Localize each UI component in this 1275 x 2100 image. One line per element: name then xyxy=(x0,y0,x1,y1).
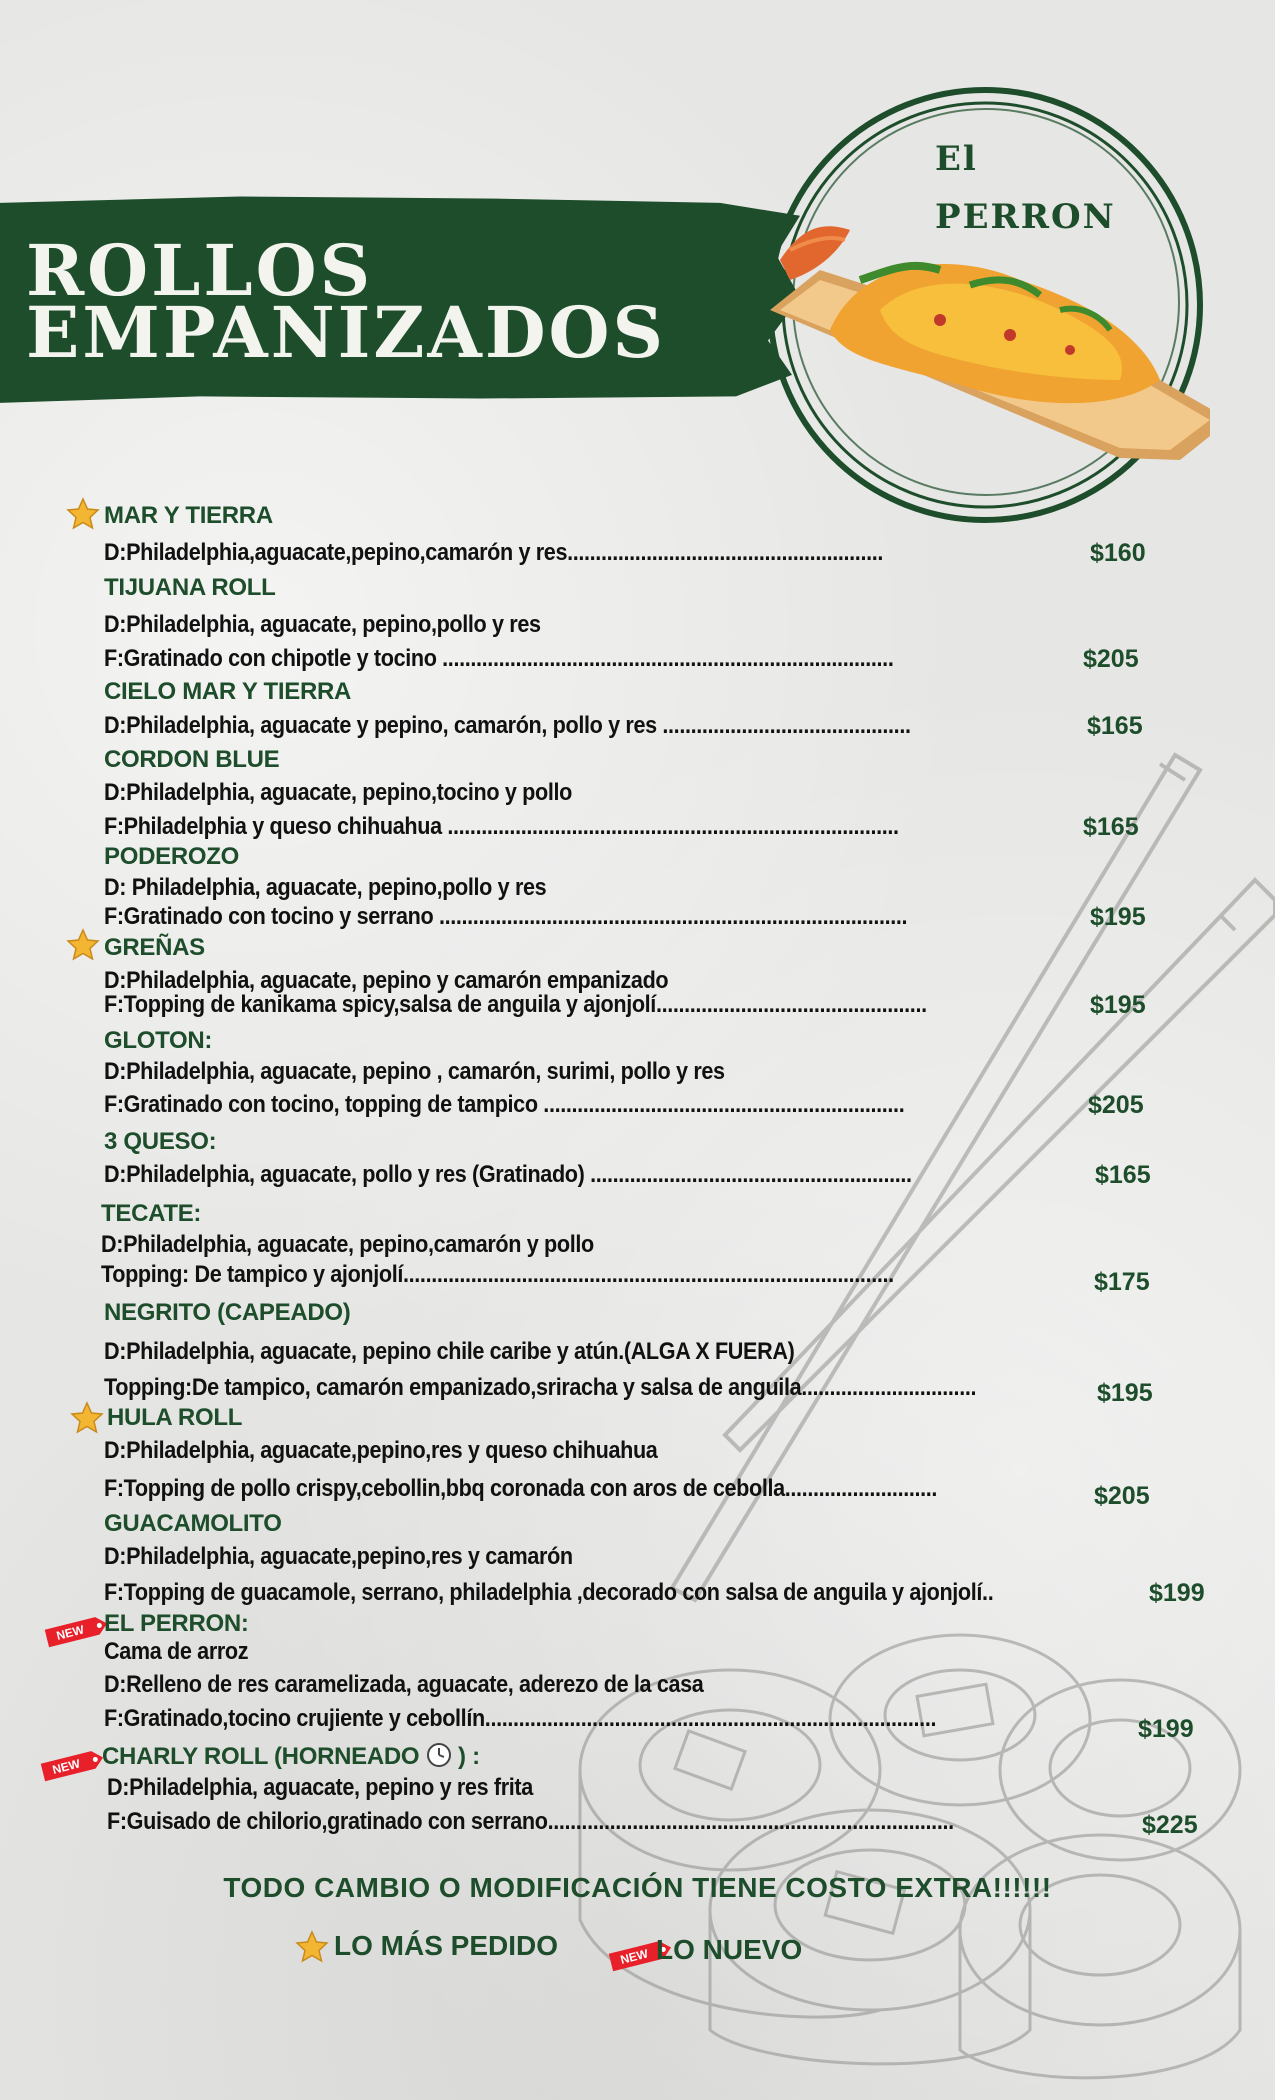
item-description: D:Philadelphia, aguacate, pepino,pollo y res xyxy=(104,611,541,638)
item-price: $175 xyxy=(1094,1268,1150,1296)
star-icon xyxy=(66,497,100,531)
new-tag-text: NEW xyxy=(50,1756,82,1777)
item-description: F:Topping de kanikama spicy,salsa de anguila y ajonjolí................................................ xyxy=(104,991,927,1018)
clock-icon xyxy=(426,1742,452,1768)
item-name: MAR Y TIERRA xyxy=(104,502,273,529)
item-description: D:Philadelphia, aguacate, pepino,camarón y pollo xyxy=(101,1231,594,1258)
item-description: D:Philadelphia, aguacate, pollo y res (Gratinado) ......................................................... xyxy=(104,1161,912,1188)
badge-line-2: PERRON xyxy=(935,197,1116,237)
new-tag-icon xyxy=(38,1748,108,1782)
item-description: Cama de arroz xyxy=(104,1638,249,1665)
item-name: HULA ROLL xyxy=(107,1404,243,1431)
item-description: D:Philadelphia,aguacate,pepino,camarón y res........................................................ xyxy=(104,539,884,566)
item-description: F:Guisado de chilorio,gratinado con serrano........................................................................ xyxy=(107,1808,954,1835)
item-name xyxy=(102,1742,480,1771)
extra-cost-note: TODO CAMBIO O MODIFICACIÓN TIENE COSTO EXTRA!!!!!! xyxy=(223,1872,1052,1903)
item-description: F:Philadelphia y queso chihuahua ................................................................................ xyxy=(104,813,899,840)
new-tag-text: NEW xyxy=(54,1622,86,1643)
item-description: F:Gratinado con tocino y serrano ................................................................................... xyxy=(104,903,908,930)
item-price: $199 xyxy=(1138,1715,1194,1743)
title-line-1: ROLLOS xyxy=(26,229,374,312)
badge-line-1: El xyxy=(935,139,978,179)
item-price: $199 xyxy=(1149,1579,1205,1607)
item-description: Topping: De tampico y ajonjolí....................................................................................... xyxy=(101,1261,894,1288)
star-icon xyxy=(70,1401,104,1435)
item-name: CORDON BLUE xyxy=(104,746,280,773)
new-tag-text: NEW xyxy=(618,1946,650,1967)
item-name-suffix: ) : xyxy=(451,1743,480,1770)
item-name: PODEROZO xyxy=(104,843,239,870)
item-name: TIJUANA ROLL xyxy=(104,574,276,601)
item-description: D:Philadelphia, aguacate,pepino,res y queso chihuahua xyxy=(104,1437,658,1464)
item-description: F:Topping de guacamole, serrano, philadelphia ,decorado con salsa de anguila y ajonjolí.. xyxy=(104,1579,994,1606)
item-name: CIELO MAR Y TIERRA xyxy=(104,678,352,705)
item-price: $205 xyxy=(1088,1091,1144,1119)
legend-new: LO NUEVO xyxy=(656,1934,803,1965)
item-name: GUACAMOLITO xyxy=(104,1510,282,1537)
item-description: D:Philadelphia, aguacate, pepino y camarón empanizado xyxy=(104,967,669,994)
item-price: $165 xyxy=(1087,712,1143,740)
item-description: D:Philadelphia, aguacate, pepino , camarón, surimi, pollo y res xyxy=(104,1058,725,1085)
item-description: F:Gratinado con tocino, topping de tampico ................................................................ xyxy=(104,1091,905,1118)
item-description: D: Philadelphia, aguacate, pepino,pollo y res xyxy=(104,874,547,901)
item-description: Topping:De tampico, camarón empanizado,sriracha y salsa de anguila............................... xyxy=(104,1374,977,1401)
item-description: F:Gratinado con chipotle y tocino ................................................................................ xyxy=(104,645,894,672)
item-description: F:Gratinado,tocino crujiente y cebollín................................................................................ xyxy=(104,1705,937,1732)
item-description: D:Philadelphia, aguacate, pepino chile caribe y atún.(ALGA X FUERA) xyxy=(104,1338,795,1365)
item-description: D:Philadelphia, aguacate,pepino,res y camarón xyxy=(104,1543,573,1570)
item-description: D:Philadelphia, aguacate, pepino,tocino y pollo xyxy=(104,779,572,806)
item-price: $165 xyxy=(1083,813,1139,841)
item-name: GREÑAS xyxy=(104,934,205,961)
item-name: EL PERRON: xyxy=(104,1610,249,1637)
item-price: $205 xyxy=(1083,645,1139,673)
star-icon xyxy=(295,1930,329,1964)
star-icon xyxy=(66,928,100,962)
item-price: $205 xyxy=(1094,1482,1150,1510)
item-name: TECATE: xyxy=(101,1200,202,1227)
item-description: D:Philadelphia, aguacate y pepino, camarón, pollo y res ............................................ xyxy=(104,712,911,739)
item-price: $160 xyxy=(1090,539,1146,567)
item-description: D:Philadelphia, aguacate, pepino y res frita xyxy=(107,1774,533,1801)
item-price: $225 xyxy=(1142,1811,1198,1839)
item-name: 3 QUESO: xyxy=(104,1128,217,1155)
item-price: $195 xyxy=(1090,903,1146,931)
item-description: D:Relleno de res caramelizada, aguacate, aderezo de la casa xyxy=(104,1671,704,1698)
item-price: $165 xyxy=(1095,1161,1151,1189)
new-tag-icon xyxy=(42,1614,112,1648)
item-name: GLOTON: xyxy=(104,1027,213,1054)
item-name-text: CHARLY ROLL (HORNEADO xyxy=(102,1743,420,1770)
item-price: $195 xyxy=(1090,991,1146,1019)
legend-most-ordered: LO MÁS PEDIDO xyxy=(334,1930,559,1961)
item-name: NEGRITO (CAPEADO) xyxy=(104,1299,351,1326)
item-description: F:Topping de pollo crispy,cebollin,bbq coronada con aros de cebolla........................... xyxy=(104,1475,938,1502)
title-line-2: EMPANIZADOS xyxy=(26,291,667,374)
item-price: $195 xyxy=(1097,1379,1153,1407)
